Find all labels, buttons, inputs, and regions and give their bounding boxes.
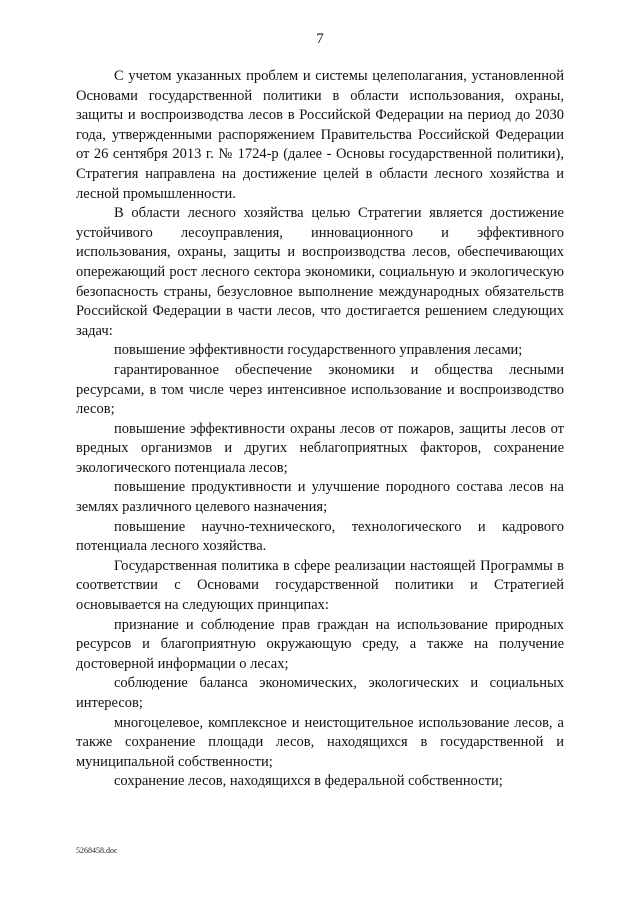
principle-item: признание и соблюдение прав граждан на использование природных ресурсов и благоприятную окружающую среду, а также на получение достоверной информации о лесах; [76, 616, 564, 672]
paragraph-intro: С учетом указанных проблем и системы целеполагания, установленной Основами государственной политики в области использования, охраны, защиты и воспроизводства лесов в Российской Федерации на период до 2030 года, утвержденными распоряжением Правительства Российской Федерации от 26 сентября 2013 г. № 1724-р (далее - Основы государственной политики), Стратегия направлена на достижение целей в области лесного хозяйства и лесной промышленности. [76, 68, 564, 202]
principle-item: соблюдение баланса экономических, экологических и социальных интересов; [76, 675, 564, 711]
principle-item: сохранение лесов, находящихся в федеральной собственности; [114, 773, 503, 790]
paragraph-strategy-goal: В области лесного хозяйства целью Стратегии является достижение устойчивого лесоуправления, инновационного и эффективного использования, охраны, защиты и воспроизводства лесов, обеспечивающих опережающий рост лесного сектора экономики, социальную и экологическую безопасность страны, безусловное выполнение международных обязательств Российской Федерации в части лесов, что достигается решением следующих задач: [76, 205, 564, 339]
document-body [76, 67, 564, 792]
task-item: гарантированное обеспечение экономики и общества лесными ресурсами, в том числе через интенсивное использование и воспроизводство лесов; [76, 361, 564, 418]
principle-item: многоцелевое, комплексное и неистощительное использование лесов, а также сохранение площади лесов, находящихся в государственной и муниципальной собственности; [76, 714, 564, 770]
footer-file-code: 5268458.doc [76, 846, 118, 855]
page-number: 7 [316, 31, 324, 47]
task-item: повышение научно-технического, технологического и кадрового потенциала лесного хозяйства. [76, 518, 564, 555]
task-item: повышение продуктивности и улучшение породного состава лесов на землях различного целевого назначения; [76, 479, 564, 516]
task-item: повышение эффективности государственного управления лесами; [114, 342, 523, 359]
task-item: повышение эффективности охраны лесов от пожаров, защиты лесов от вредных организмов и других неблагоприятных факторов, сохранение экологического потенциала лесов; [76, 420, 564, 476]
paragraph-policy-principles: Государственная политика в сфере реализации настоящей Программы в соответствии с Основами государственной политики и Стратегией основывается на следующих принципах: [76, 557, 564, 614]
